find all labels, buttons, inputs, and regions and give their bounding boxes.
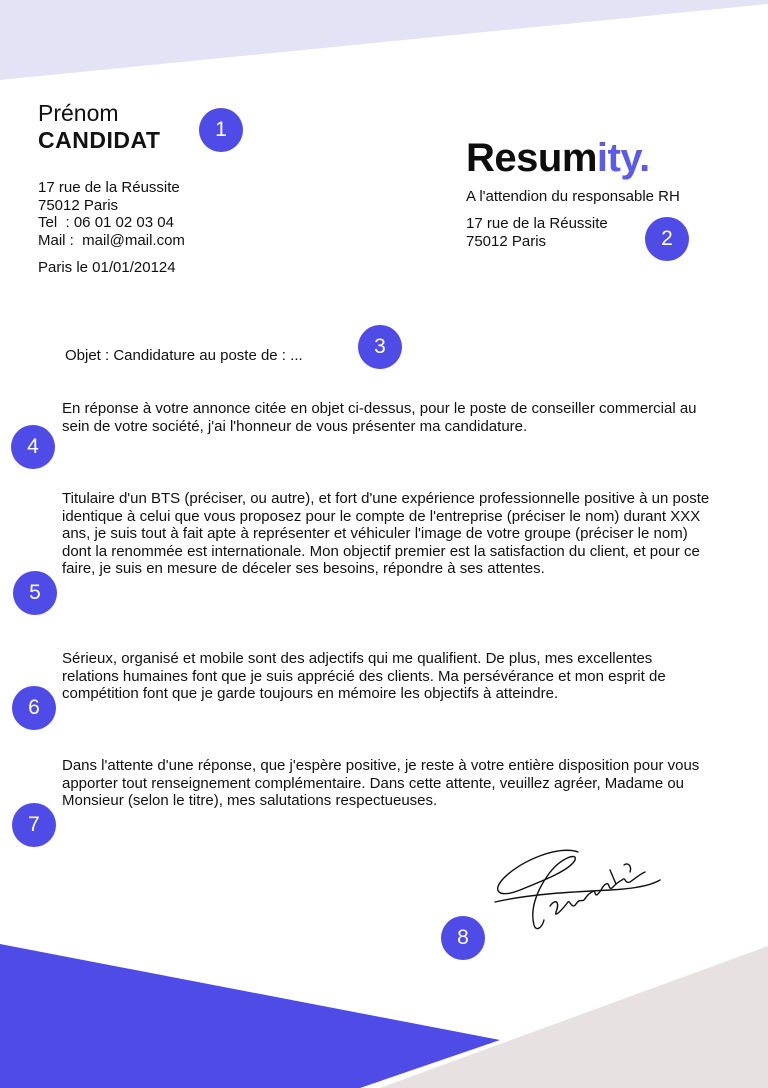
badge-7: 7 xyxy=(12,803,56,847)
resumity-logo xyxy=(466,136,650,181)
recipient-attention-line: A l'attendion du responsable RH xyxy=(466,188,680,205)
logo-accent-text: ity. xyxy=(596,136,650,180)
paragraph-introduction: En réponse à votre annonce citée en objet ci-dessus, pour le poste de conseiller commercial au sein de votre société, j'ai l'honneur de vous présenter ma candidature. xyxy=(62,400,697,435)
badge-1: 1 xyxy=(199,108,243,152)
badge-2: 2 xyxy=(645,217,689,261)
letter-subject: Objet : Candidature au poste de : ... xyxy=(65,347,303,364)
sender-address xyxy=(38,179,185,249)
sender-email: Mail : mail@mail.com xyxy=(38,231,185,249)
badge-8: 8 xyxy=(441,916,485,960)
sender-city: 75012 Paris xyxy=(38,196,119,214)
candidate-last-name: CANDIDAT xyxy=(38,127,161,153)
bottom-blue-band xyxy=(0,944,500,1088)
top-lavender-band xyxy=(0,0,768,80)
recipient-address xyxy=(466,215,608,250)
paragraph-closing: Dans l'attente d'une réponse, que j'espère positive, je reste à votre entière disposition pour vous apporter tout renseignement complémentaire. Dans cette attente, veuillez agréer, Madame ou Monsieur (selon le titre), mes salutations respectueuses. xyxy=(62,757,700,810)
letter-date: Paris le 01/01/20124 xyxy=(38,259,176,276)
signature-icon xyxy=(490,840,665,940)
recipient-street: 17 rue de la Réussite xyxy=(466,215,608,232)
badge-3: 3 xyxy=(358,325,402,369)
logo-main-text: Resum xyxy=(466,136,597,180)
badge-5: 5 xyxy=(13,571,57,615)
badge-6: 6 xyxy=(12,686,56,730)
badge-4: 4 xyxy=(11,425,55,469)
sender-street: 17 rue de la Réussite xyxy=(38,179,180,196)
paragraph-experience: Titulaire d'un BTS (préciser, ou autre), et fort d'une expérience professionnelle positive à un poste identique à celui que vous proposez pour le compte de l'entreprise (préciser le nom) durant XXX ans, je suis tout à fait apte à représenter et véhiculer l'image de votre groupe (préciser le nom) dont la renommée est internationale. Mon objectif premier est la satisfaction du client, et pour ce faire, je suis en mesure de déceler ses besoins, répondre à ses attentes. xyxy=(62,490,710,578)
recipient-city: 75012 Paris xyxy=(466,232,547,250)
candidate-first-name: Prénom xyxy=(38,100,119,126)
sender-phone: Tel : 06 01 02 03 04 xyxy=(38,214,174,231)
paragraph-qualities: Sérieux, organisé et mobile sont des adjectifs qui me qualifient. De plus, mes excellentes relations humaines font que je suis apprécié des clients. Ma persévérance et mon esprit de compétition font que je garde toujours en mémoire les objectifs à atteindre. xyxy=(62,650,666,703)
